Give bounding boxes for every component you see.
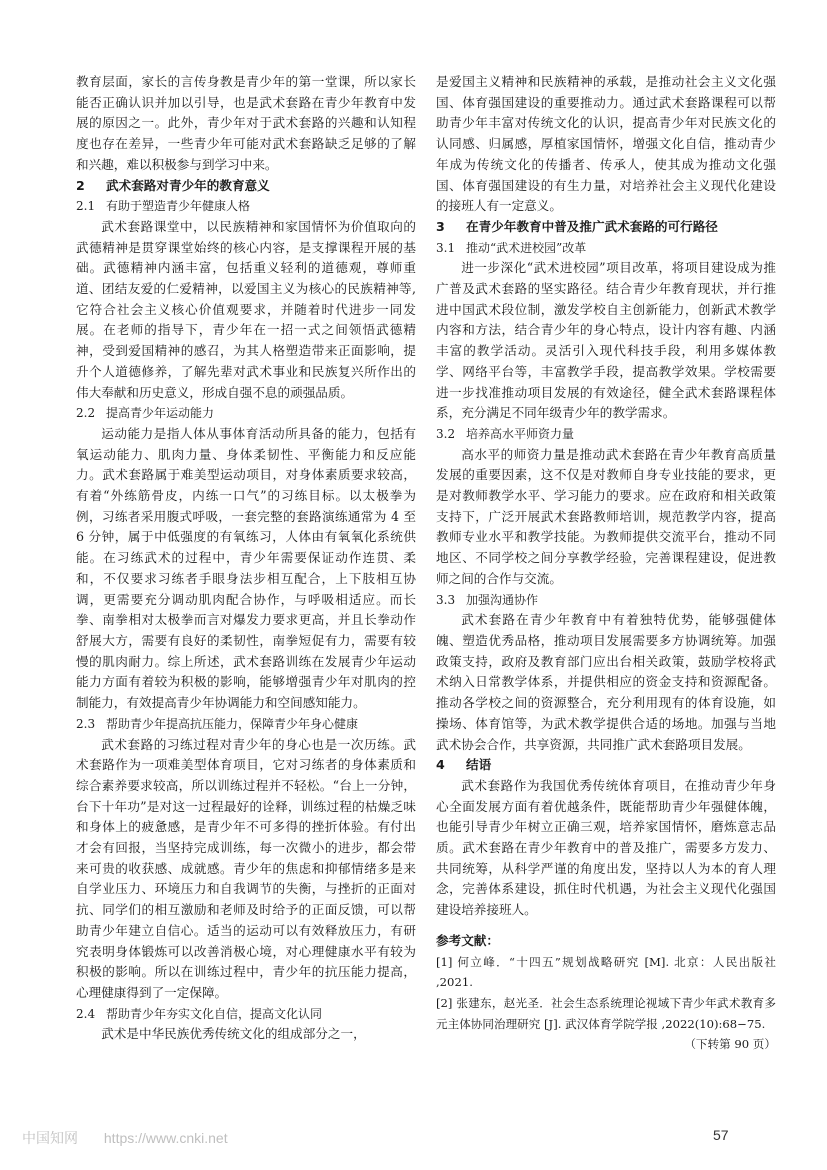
section-title: 结语 xyxy=(466,757,492,773)
subsection-title: 加强沟通协作 xyxy=(466,592,539,607)
continued-note: （下转第 90 页） xyxy=(684,1037,776,1052)
subsection-heading-2-1 xyxy=(76,196,416,217)
paragraph: 武术套路的习练过程对青少年的身心也是一次历练。武术套路作为一项难美型体育项目，它对习练者的身体素质和综合素养要求较高，所以训练过程并不轻松。“台上一分钟，台下十年功”是对这一过程最好的诠释，训练过程的枯燥乏味和身体上的疲惫感，是青少年不可多得的挫折体验。有付出才会有回报，当坚持完成训练，每一次微小的进步，都会带来可贵的收获感、成就感。青少年的焦虑和抑郁情绪多是来自学业压力、环境压力和自我调节的失衡，与挫折的正面对抗、同学们的相互激励和老师及时给予的正面反馈，可以帮助青少年建立自信心。适当的运动可以有效释放压力，有研究表明身体锻炼可以改善消极心境，对心理健康水平有较为积极的影响。所以在训练过程中，青少年的抗压能力提高，心理健康得到了一定保障。 xyxy=(76,736,416,1000)
right-column xyxy=(436,72,776,1055)
subsection-title: 有助于塑造青少年健康人格 xyxy=(106,199,251,214)
subsection-number: 3.2 xyxy=(436,426,456,441)
footer-url[interactable]: https://www.cnki.net xyxy=(103,1130,228,1146)
section-heading-4 xyxy=(436,755,776,776)
section-number: 3 xyxy=(436,218,445,234)
subsection-number: 2.3 xyxy=(76,716,96,731)
paragraph: 武术套路在青少年教育中有着独特优势，能够强健体魄、塑造优秀品格，推动项目发展需要多方协调统筹。加强政策支持，政府及教育部门应出台相关政策，鼓励学校将武术纳入日常教学体系，并提供相应的资金支持和资源配备。推动各学校之间的资源整合，充分利用现有的体育设施，如操场、体育馆等，为武术教学提供合适的场地。加强与当地武术协会合作，共享资源，共同推广武术套路项目发展。 xyxy=(436,612,776,752)
subsection-number: 3.3 xyxy=(436,592,456,607)
page-number: 57 xyxy=(713,1127,729,1143)
section-heading-2 xyxy=(76,176,416,197)
subsection-number: 2.2 xyxy=(76,406,96,421)
paragraph: 高水平的师资力量是推动武术套路在青少年教育高质量发展的重要因素，这不仅是对教师自身专业技能的要求，更是对教师教学水平、学习能力的要求。应在政府和相关政策支持下，广泛开展武术套路教师培训，规范教学内容，提高教师专业水平和教学技能。为教师提供交流平台，推动不同地区、不同学校之间分享教学经验，完善课程建设，促进教师之间的合作与交流。 xyxy=(436,446,776,586)
subsection-heading-2-4 xyxy=(76,1004,416,1025)
section-title: 在青少年教育中普及推广武术套路的可行路径 xyxy=(466,218,718,234)
paragraph: 运动能力是指人体从事体育活动所具备的能力，包括有氧运动能力、肌肉力量、身体柔韧性、平衡能力和反应能力。武术套路属于难美型运动项目，对身体素质要求较高，有着“外练筋骨皮，内练一口气”的习练目标。以太极拳为例，习练者采用腹式呼吸，一套完整的套路演练通常为 4 至 6 分钟，属于中低强度的有氧练习，人体由有氧氧化系统供能。在习练武术的过程中，青少年需要保证动作连贯、柔和，不仅要求习练者手眼身法步相互配合，上下肢相互协调，更需要充分调动肌肉配合协作，与呼吸相适应。而长拳、南拳相对太极拳而言对爆发力要求更高，并且长拳动作舒展大方，需要有良好的柔韧性，南拳短促有力，需要有较慢的肌肉耐力。综上所述，武术套路训练在发展青少年运动能力方面有着较为积极的影响，能够增强青少年对肌肉的控制能力，有效提高青少年协调能力和空间感知能力。 xyxy=(76,425,416,711)
left-column xyxy=(76,72,416,1045)
subsection-title: 帮助青少年夯实文化自信，提高文化认同 xyxy=(106,1006,323,1021)
paragraph: 武术是中华民族优秀传统文化的组成部分之一， xyxy=(101,1026,366,1042)
section-heading-3 xyxy=(436,217,776,238)
footer-watermark xyxy=(22,1128,250,1148)
section-number: 4 xyxy=(436,757,445,773)
subsection-title: 推动“武术进校园”改革 xyxy=(466,240,587,255)
footer-brand: 中国知网 xyxy=(22,1130,78,1146)
paragraph: 武术套路作为我国优秀传统体育项目，在推动青少年身心全面发展方面有着优越条件，既能帮助青少年强健体魄，也能引导青少年树立正确三观，培养家国情怀，磨炼意志品质。武术套路在青少年教育中的普及推广，需要多方发力、共同统筹，从科学严谨的角度出发，坚持以人为本的育人理念，完善体系建设，抓住时代机遇，为社会主义现代化强国建设培养接班人。 xyxy=(436,777,776,918)
reference-item: [1] 何立峰．“十四五”规划战略研究 [M]. 北京：人民出版社 ,2021. xyxy=(436,954,776,990)
subsection-title: 提高青少年运动能力 xyxy=(106,406,215,421)
paragraph: 是爱国主义精神和民族精神的承载，是推动社会主义文化强国、体育强国建设的重要推动力。通过武术套路课程可以帮助青少年丰富对传统文化的认识，提高青少年对民族文化的认同感、归属感，厚植家国情怀，增强文化自信，推动青少年成为传统文化的传播者、传承人，使其成为推动文化强国、体育强国建设的有生力量，对培养社会主义现代化建设的接班人有一定意义。 xyxy=(436,74,776,214)
section-title: 武术套路对青少年的教育意义 xyxy=(106,177,270,193)
subsection-heading-3-2 xyxy=(436,424,776,445)
subsection-number: 3.1 xyxy=(436,240,456,255)
paragraph: 武术套路课堂中，以民族精神和家国情怀为价值取向的武德精神是贯穿课堂始终的核心内容，是支撑课程开展的基础。武德精神内涵丰富，包括重义轻利的道德观，尊师重道、团结友爱的仁爱精神，以爱国主义为核心的民族精神等,它符合社会主义核心价值观要求，并随着时代进步一同发展。在老师的指导下，青少年在一招一式之间领悟武德精神，受到爱国精神的感召，为其人格塑造带来正面影响，提升个人道德修养，了解先辈对武术事业和民族复兴所作出的伟大奉献和历史意义，形成自强不息的顽强品质。 xyxy=(76,218,416,400)
references-title: 参考文献： xyxy=(436,932,499,948)
subsection-heading-3-1 xyxy=(436,238,776,259)
section-number: 2 xyxy=(76,177,85,193)
subsection-heading-2-2 xyxy=(76,403,416,424)
subsection-heading-2-3 xyxy=(76,714,416,735)
subsection-title: 帮助青少年提高抗压能力，保障青少年身心健康 xyxy=(106,716,359,731)
subsection-heading-3-3 xyxy=(436,590,776,611)
subsection-number: 2.4 xyxy=(76,1006,96,1021)
subsection-number: 2.1 xyxy=(76,199,96,214)
subsection-title: 培养高水平师资力量 xyxy=(466,426,575,441)
reference-item: [2] 张建东，赵光圣．社会生态系统理论视域下青少年武术教育多元主体协同治理研究 [J]. 武汉体育学院学报 ,2022(10):68−75. xyxy=(436,995,776,1031)
paragraph: 进一步深化“武术进校园”项目改革，将项目建设成为推广普及武术套路的坚实路径。结合青少年教育现状，并行推进中国武术段位制，激发学校自主创新能力，创新武术教学内容和方法，结合青少年的身心特点，设计内容有趣、内涵丰富的教学活动。灵活引入现代科技手段，利用多媒体教学、网络平台等，丰富教学手段，提高教学效果。学校需要进一步找准推动项目发展的有效途径，健全武术套路课程体系，充分满足不同年级青少年的教学需求。 xyxy=(436,260,776,421)
paragraph: 教育层面，家长的言传身教是青少年的第一堂课，所以家长能否正确认识并加以引导，也是武术套路在青少年教育中发展的原因之一。此外，青少年对于武术套路的兴趣和认知程度也存在差异，一些青少年可能对武术套路缺乏足够的了解和兴趣，难以积极参与到学习中来。 xyxy=(76,74,416,172)
